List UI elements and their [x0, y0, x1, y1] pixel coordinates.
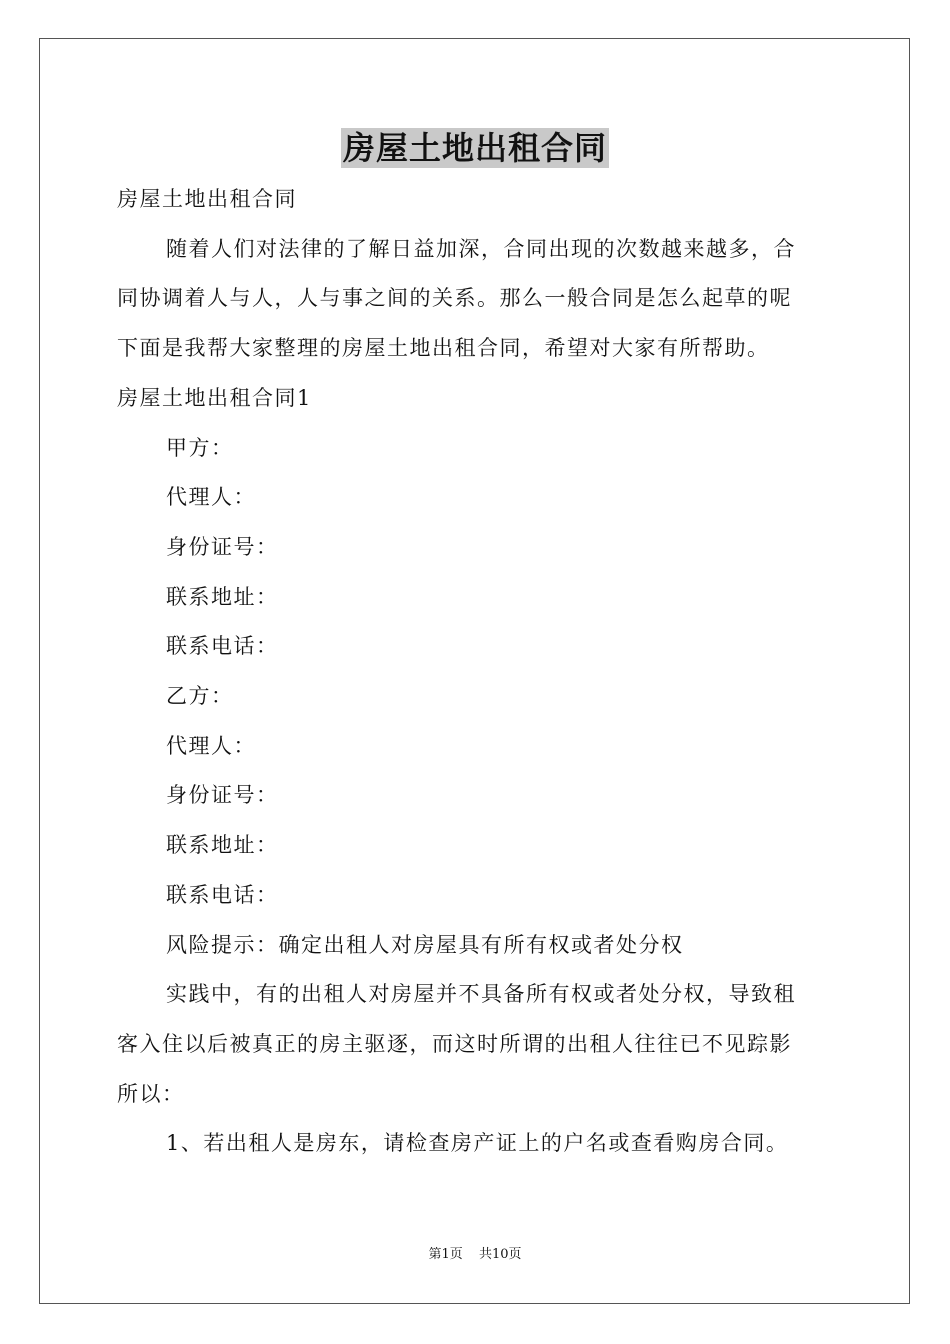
body-line: 联系电话：	[166, 883, 279, 907]
body-line: 身份证号：	[166, 535, 279, 559]
page-border	[39, 38, 910, 1304]
page-number: 第1页	[428, 1247, 463, 1262]
body-line: 代理人：	[166, 734, 256, 758]
body-line: 风险提示：确定出租人对房屋具有所有权或者处分权	[166, 933, 684, 957]
body-line: 乙方：	[166, 684, 234, 708]
body-line: 联系地址：	[166, 833, 279, 857]
title-container	[0, 128, 950, 168]
body-line: 联系电话：	[166, 634, 279, 658]
body-line: 下面是我帮大家整理的房屋土地出租合同，希望对大家有所帮助。	[117, 336, 770, 360]
body-line: 房屋土地出租合同1	[117, 386, 312, 410]
body-line: 身份证号：	[166, 783, 279, 807]
body-line: 随着人们对法律的了解日益加深，合同出现的次数越来越多，合	[166, 237, 796, 261]
page-footer	[0, 1246, 950, 1264]
body-line: 同协调着人与人，人与事之间的关系。那么一般合同是怎么起草的呢	[117, 286, 792, 310]
body-line: 1、若出租人是房东，请检查房产证上的户名或查看购房合同。	[166, 1131, 789, 1155]
body-line: 联系地址：	[166, 585, 279, 609]
body-line: 所以：	[117, 1082, 185, 1106]
body-line: 客入住以后被真正的房主驱逐，而这时所谓的出租人往往已不见踪影	[117, 1032, 792, 1056]
body-line: 代理人：	[166, 485, 256, 509]
body-line: 房屋土地出租合同	[117, 187, 297, 211]
document-title: 房屋土地出租合同	[342, 129, 607, 167]
body-line: 甲方：	[166, 436, 234, 460]
page-total: 共10页	[478, 1247, 522, 1262]
body-line: 实践中，有的出租人对房屋并不具备所有权或者处分权，导致租	[166, 982, 796, 1006]
